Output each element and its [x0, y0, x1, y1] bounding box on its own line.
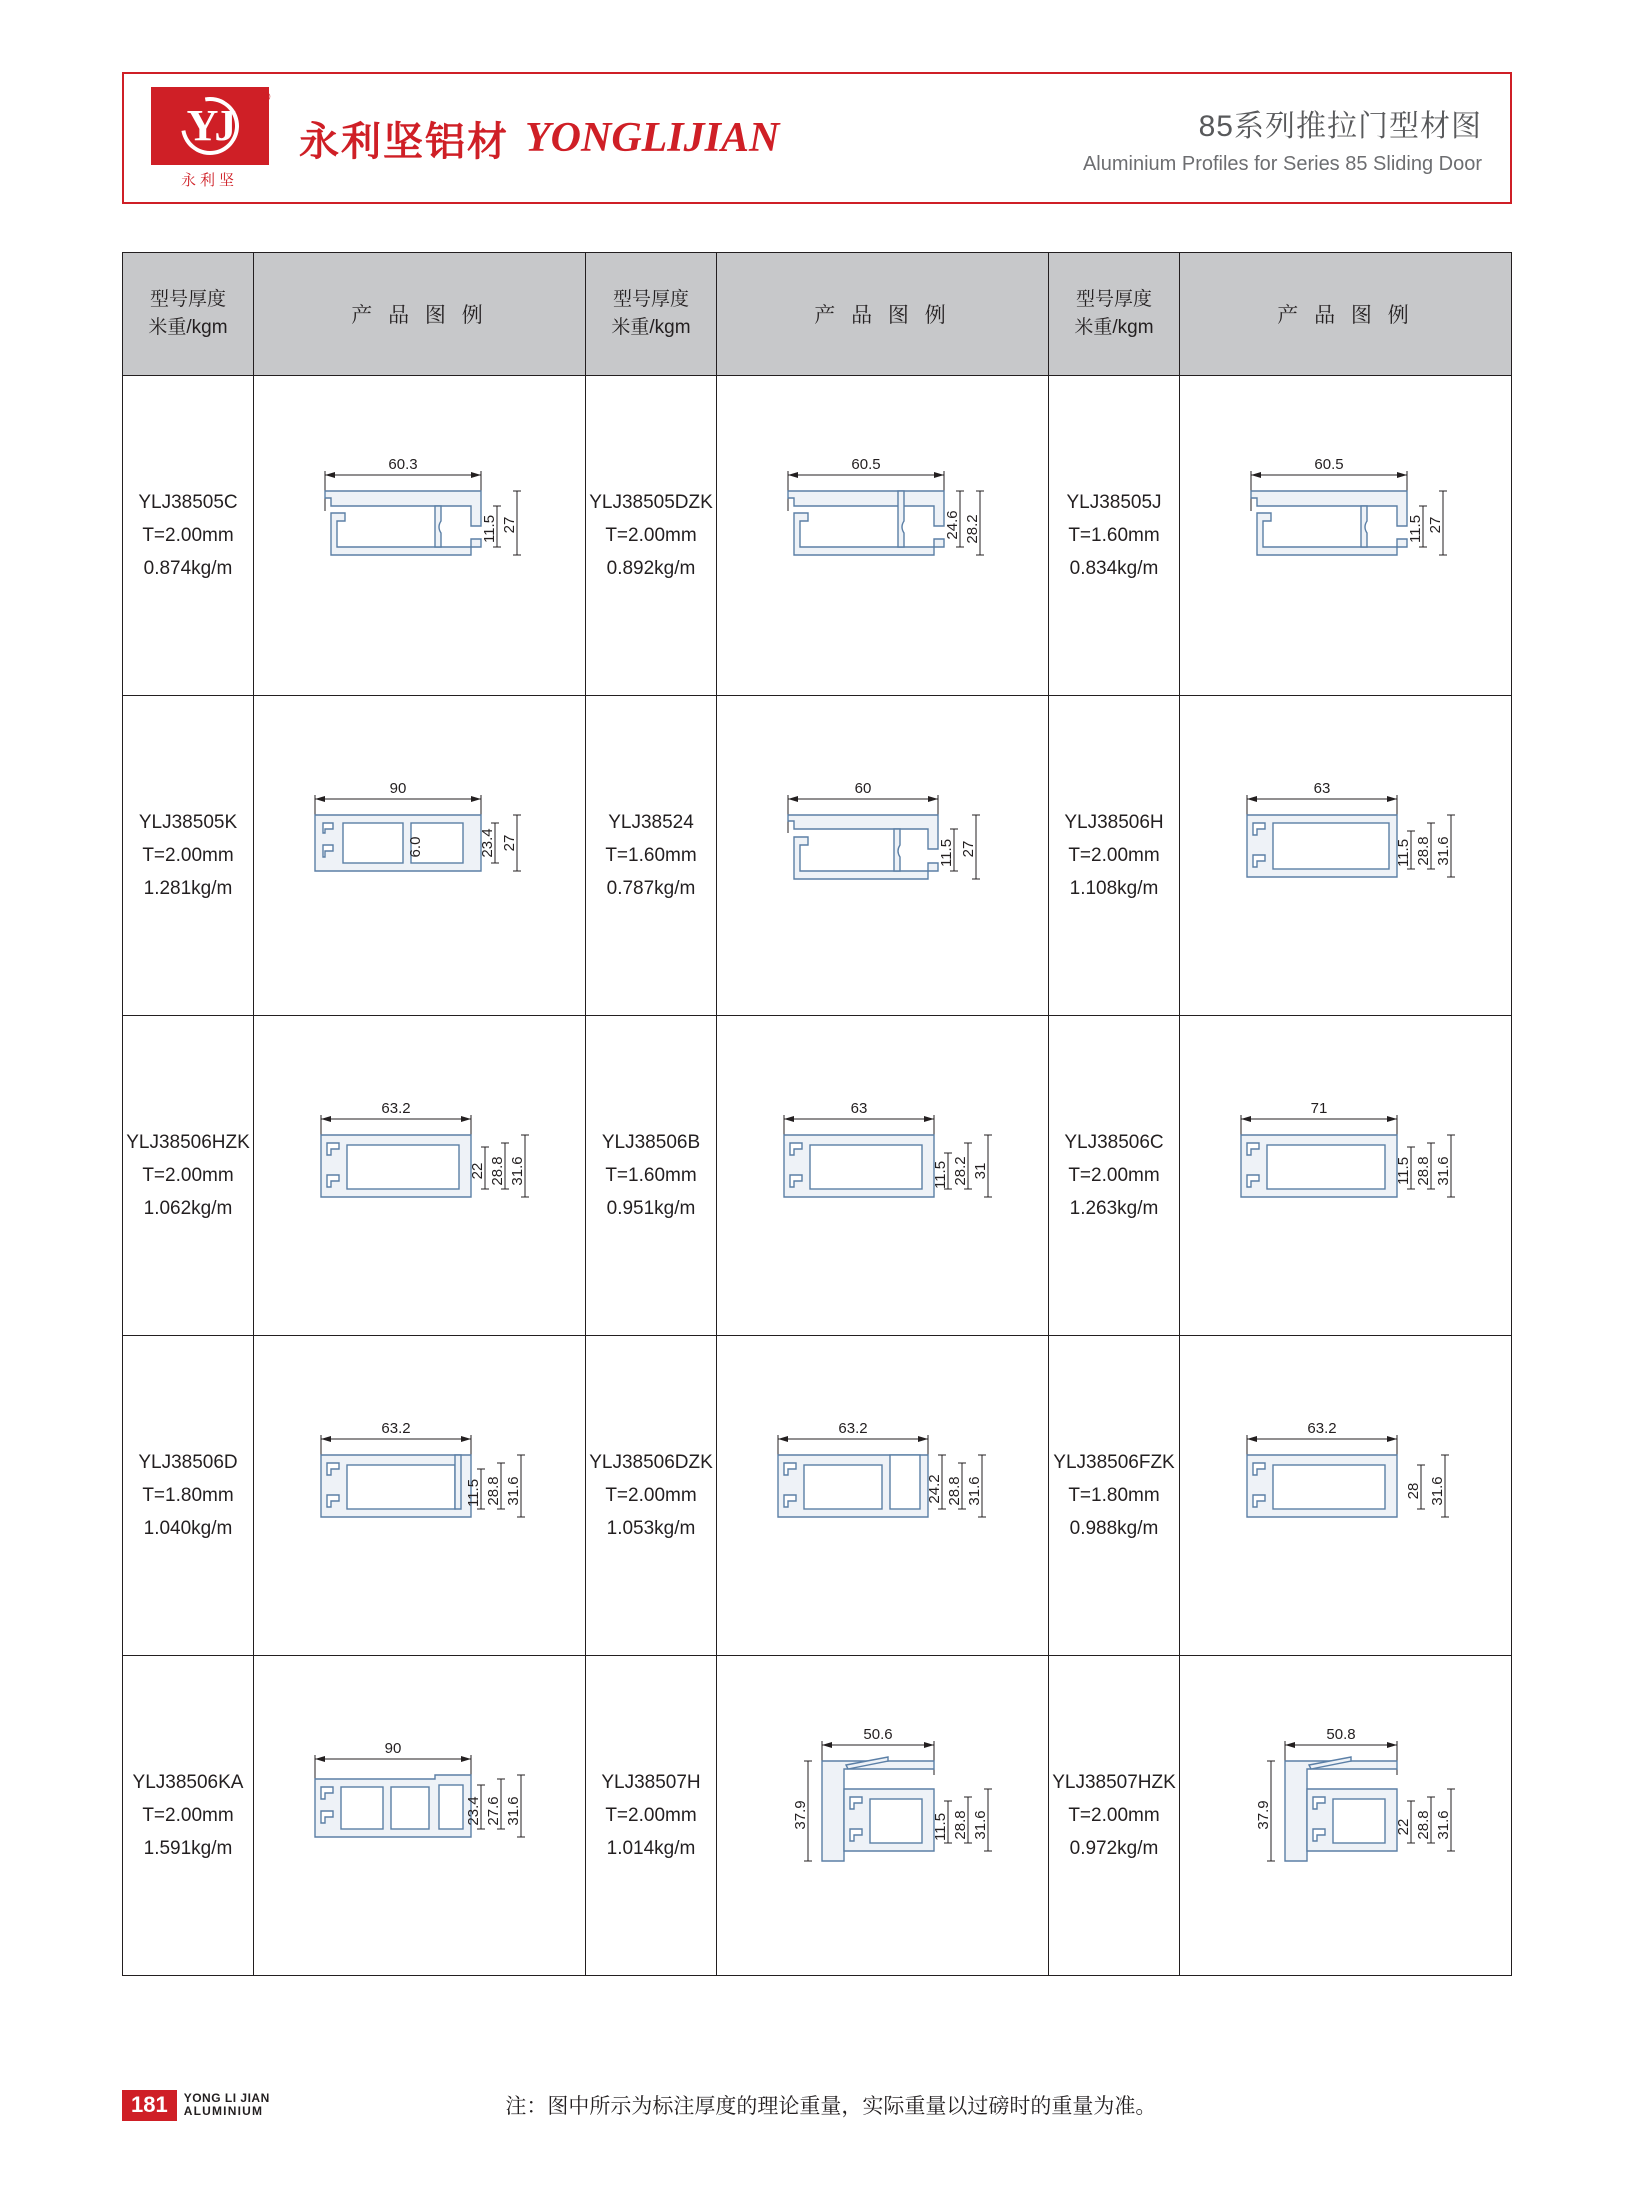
column-header-figure: 产 品 图 例: [717, 253, 1049, 376]
profile-model: YLJ38506KA: [132, 1771, 244, 1793]
profile-spec-cell: [586, 696, 717, 1016]
profile-figure-cell: [1180, 376, 1512, 696]
profile-drawing: [1180, 1656, 1511, 1975]
profile-weight: 0.988kg/m: [1069, 1518, 1159, 1540]
dim-2: 28.8: [1414, 835, 1432, 866]
dim-width: 60.5: [1313, 455, 1344, 473]
dim-1: 23.4: [464, 1795, 482, 1826]
profile-drawing: [254, 376, 585, 695]
profile-model: YLJ38506DZK: [589, 1451, 713, 1473]
profile-drawing: [254, 1336, 585, 1655]
profile-spec-cell: [1049, 1336, 1180, 1656]
profile-spec-cell: [1049, 1656, 1180, 1976]
dim-4: 31.6: [971, 1809, 989, 1840]
profile-figure-cell: [1180, 696, 1512, 1016]
profile-figure-cell: [717, 1656, 1049, 1976]
logo-mark-icon: [151, 87, 269, 165]
dim-3: 28.8: [1414, 1809, 1432, 1840]
dim-1: 11.5: [480, 514, 498, 543]
dim-2: 28.8: [945, 1475, 963, 1506]
profile-spec-cell: [1049, 1016, 1180, 1336]
dim-1: 37.9: [1254, 1799, 1272, 1830]
column-header-figure: 产 品 图 例: [1180, 253, 1512, 376]
profile-spec-cell: [123, 696, 254, 1016]
profile-spec-cell: [586, 1656, 717, 1976]
dim-width: 63.2: [380, 1099, 411, 1117]
profile-figure-cell: [1180, 1016, 1512, 1336]
dim-width: 63: [850, 1099, 867, 1117]
profile-drawing: [717, 696, 1048, 1015]
profile-model: YLJ38506D: [138, 1451, 238, 1473]
dim-2: 28.2: [963, 513, 981, 544]
dim-1: 11.5: [937, 838, 955, 867]
profile-figure-cell: [717, 1016, 1049, 1336]
profile-weight: 1.281kg/m: [143, 878, 233, 900]
profile-weight: 0.972kg/m: [1069, 1838, 1159, 1860]
profile-thickness: T=2.00mm: [605, 1804, 697, 1826]
profile-figure-cell: [717, 696, 1049, 1016]
profile-spec-cell: [586, 1016, 717, 1336]
profile-spec-cell: [123, 1016, 254, 1336]
dim-2: 23.4: [478, 827, 496, 858]
profile-spec-cell: [586, 1336, 717, 1656]
dim-3: 27: [500, 834, 518, 851]
page-title-cn: 85系列推拉门型材图: [1198, 109, 1482, 143]
profile-weight: 1.053kg/m: [606, 1518, 696, 1540]
profile-drawing: [717, 1016, 1048, 1335]
profile-weight: 1.108kg/m: [1069, 878, 1159, 900]
dim-2: 28.8: [1414, 1155, 1432, 1186]
page-footer: [122, 2078, 1512, 2132]
profile-weight: 0.787kg/m: [606, 878, 696, 900]
dim-1: 28: [1404, 1482, 1422, 1499]
dim-2: 31.6: [1428, 1475, 1446, 1506]
brand-name-en: YONGLIJIAN: [525, 115, 780, 161]
profile-spec-cell: [123, 1336, 254, 1656]
profile-drawing: [254, 1656, 585, 1975]
profile-spec-cell: [123, 1656, 254, 1976]
profile-thickness: T=2.00mm: [1068, 1164, 1160, 1186]
profile-figure-cell: [254, 1656, 586, 1976]
profile-drawing: [1180, 376, 1511, 695]
profile-model: YLJ38524: [608, 811, 694, 833]
dim-1: 24.6: [943, 509, 961, 540]
profile-drawing: [717, 1656, 1048, 1975]
dim-width: 50.8: [1325, 1725, 1356, 1743]
dim-3: 31.6: [1434, 835, 1452, 866]
profile-model: YLJ38505J: [1066, 491, 1162, 513]
profile-figure-cell: [254, 1336, 586, 1656]
table-row: [123, 1336, 1512, 1656]
profile-figure-cell: [254, 696, 586, 1016]
profile-thickness: T=1.80mm: [142, 1484, 234, 1506]
profile-figure-cell: [1180, 1656, 1512, 1976]
dim-width: 63.2: [380, 1419, 411, 1437]
page-title-en: Aluminium Profiles for Series 85 Sliding Door: [1082, 152, 1482, 175]
dim-2: 11.5: [931, 1812, 949, 1841]
profile-figure-cell: [254, 376, 586, 696]
dim-width: 90: [384, 1739, 401, 1757]
profile-model: YLJ38506H: [1064, 811, 1164, 833]
dim-1: 11.5: [1394, 1156, 1412, 1185]
dim-4: 31.6: [1434, 1809, 1452, 1840]
profile-drawing: [254, 696, 585, 1015]
dim-1: 11.5: [931, 1160, 949, 1189]
dim-2: 27: [1426, 516, 1444, 533]
profile-model: YLJ38506FZK: [1053, 1451, 1175, 1473]
profile-model: YLJ38506B: [601, 1131, 701, 1153]
profile-model: YLJ38505K: [138, 811, 238, 833]
profile-drawing: [1180, 1336, 1511, 1655]
dim-3: 31: [971, 1162, 989, 1179]
dim-1: 37.9: [791, 1799, 809, 1830]
dim-3: 31.6: [508, 1155, 526, 1186]
profile-figure-cell: [717, 376, 1049, 696]
profile-spec-cell: [1049, 376, 1180, 696]
profile-thickness: T=2.00mm: [142, 844, 234, 866]
dim-3: 31.6: [504, 1475, 522, 1506]
profile-weight: 1.062kg/m: [143, 1198, 233, 1220]
dim-1: 6.0: [406, 836, 424, 857]
dim-1: 11.5: [1406, 514, 1424, 543]
profile-model: YLJ38505DZK: [589, 491, 713, 513]
page-number: 181: [122, 2090, 177, 2121]
profile-weight: 1.040kg/m: [143, 1518, 233, 1540]
table-row: [123, 1656, 1512, 1976]
profile-thickness: T=2.00mm: [142, 524, 234, 546]
logo-initials: YJ: [186, 101, 233, 150]
profile-drawing: [717, 1336, 1048, 1655]
dim-width: 60.5: [850, 455, 881, 473]
dim-2: 28.2: [951, 1155, 969, 1186]
spec-header-line1: 型号厚度: [149, 288, 226, 310]
profile-thickness: T=2.00mm: [1068, 844, 1160, 866]
dim-2: 22: [1394, 1818, 1412, 1835]
dim-width: 71: [1310, 1099, 1327, 1117]
footer-brand-line2: ALUMINIUM: [183, 2104, 264, 2118]
profile-model: YLJ38505C: [138, 491, 238, 513]
table-row: [123, 1016, 1512, 1336]
profile-thickness: T=2.00mm: [605, 524, 697, 546]
profile-model: YLJ38506C: [1064, 1131, 1164, 1153]
profile-thickness: T=1.80mm: [1068, 1484, 1160, 1506]
logo-swirl-icon: [169, 85, 250, 166]
profile-thickness: T=2.00mm: [605, 1484, 697, 1506]
profiles-table: [122, 252, 1512, 1976]
profile-thickness: T=2.00mm: [142, 1804, 234, 1826]
profile-spec-cell: [123, 376, 254, 696]
column-header-spec: 型号厚度 米重/kgm: [1049, 253, 1180, 376]
page-header: [122, 72, 1512, 204]
table-header-row: [123, 253, 1512, 376]
profile-weight: 0.834kg/m: [1069, 558, 1159, 580]
company-logo: [142, 83, 277, 193]
profile-model: YLJ38507HZK: [1052, 1771, 1176, 1793]
profile-spec-cell: [586, 376, 717, 696]
profile-drawing: [1180, 1016, 1511, 1335]
dim-width: 90: [389, 779, 406, 797]
dim-width: 60.3: [387, 455, 418, 473]
profile-spec-cell: [1049, 696, 1180, 1016]
dim-2: 28.8: [488, 1155, 506, 1186]
dim-1: 24.2: [925, 1473, 943, 1504]
dim-3: 31.6: [1434, 1155, 1452, 1186]
dim-2: 27.6: [484, 1795, 502, 1826]
dim-width: 60: [854, 779, 871, 797]
footer-note: 注：图中所示为标注厚度的理论重量，实际重量以过磅时的重量为准。: [505, 2095, 1157, 2118]
page-indicator: [122, 2090, 270, 2121]
header-titles: [1083, 101, 1482, 176]
profile-weight: 0.951kg/m: [606, 1198, 696, 1220]
profile-weight: 0.892kg/m: [606, 558, 696, 580]
profile-weight: 1.263kg/m: [1069, 1198, 1159, 1220]
footer-brand: [184, 2092, 270, 2117]
profile-thickness: T=2.00mm: [142, 1164, 234, 1186]
footer-brand-line1: YONG LI JIAN: [183, 2091, 270, 2106]
profile-weight: 1.014kg/m: [606, 1838, 696, 1860]
profile-model: YLJ38507H: [601, 1771, 701, 1793]
column-header-spec: 型号厚度 米重/kgm: [586, 253, 717, 376]
dim-width: 50.6: [862, 1725, 893, 1743]
profile-weight: 1.591kg/m: [143, 1838, 233, 1860]
dim-2: 27: [500, 516, 518, 533]
dim-1: 22: [468, 1162, 486, 1179]
column-header-figure: 产 品 图 例: [254, 253, 586, 376]
dim-2: 27: [959, 840, 977, 857]
profile-drawing: [254, 1016, 585, 1335]
profile-thickness: T=2.00mm: [1068, 1804, 1160, 1826]
profile-figure-cell: [254, 1016, 586, 1336]
registered-trademark-icon: ®: [260, 88, 271, 104]
profile-drawing: [717, 376, 1048, 695]
profile-model: YLJ38506HZK: [126, 1131, 250, 1153]
dim-3: 28.8: [951, 1809, 969, 1840]
dim-width: 63.2: [1306, 1419, 1337, 1437]
logo-caption: 永利坚: [180, 171, 238, 189]
profile-drawing: [1180, 696, 1511, 1015]
profile-figure-cell: [717, 1336, 1049, 1656]
column-header-spec: [123, 253, 254, 376]
brand-name-cn: 永利坚铝材: [299, 119, 509, 164]
profile-weight: 0.874kg/m: [143, 558, 233, 580]
dim-width: 63.2: [837, 1419, 868, 1437]
table-row: [123, 376, 1512, 696]
profile-thickness: T=1.60mm: [605, 844, 697, 866]
profile-thickness: T=1.60mm: [605, 1164, 697, 1186]
profile-figure-cell: [1180, 1336, 1512, 1656]
dim-2: 28.8: [484, 1475, 502, 1506]
dim-3: 31.6: [504, 1795, 522, 1826]
table-row: [123, 696, 1512, 1016]
dim-3: 31.6: [965, 1475, 983, 1506]
dim-1: 11.5: [1394, 838, 1412, 867]
dim-width: 63: [1313, 779, 1330, 797]
spec-header-line2: 米重/kgm: [148, 317, 228, 338]
dim-1: 11.5: [464, 1478, 482, 1507]
profile-thickness: T=1.60mm: [1068, 524, 1160, 546]
